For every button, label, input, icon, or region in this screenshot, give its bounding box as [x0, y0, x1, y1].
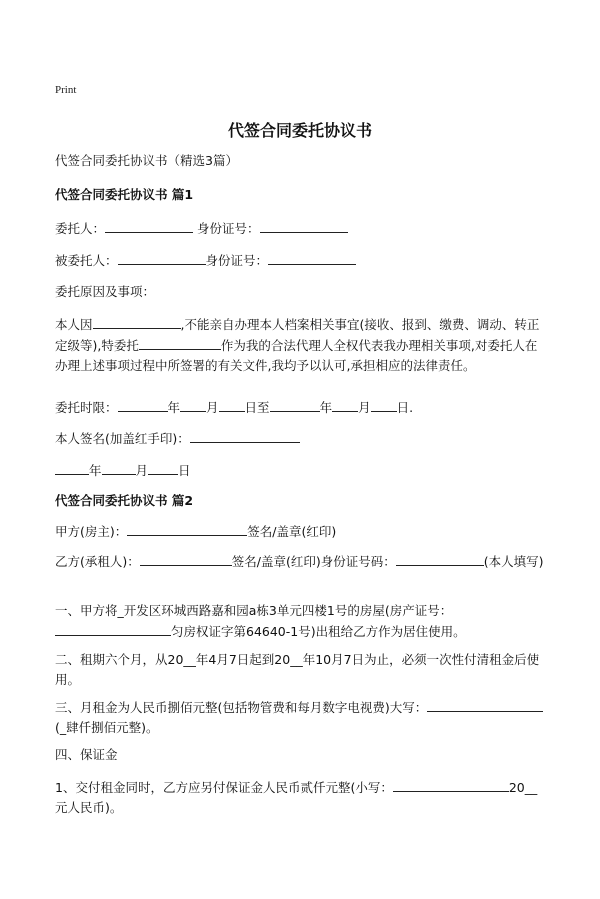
- clause-4: 四、保证金: [55, 747, 118, 762]
- year-label: 年: [167, 400, 181, 415]
- clause-text: (_肆仟捌佰元整)。: [55, 720, 159, 735]
- principal-row: [55, 218, 555, 239]
- party-a-label: 甲方(房主)：: [55, 524, 128, 539]
- date-row: [55, 460, 555, 481]
- month-label: 月: [206, 400, 219, 415]
- clause-1: [55, 601, 545, 642]
- party-b-blank: [140, 551, 232, 566]
- clause-4-1: [55, 777, 545, 818]
- party-b-row: [55, 551, 545, 572]
- party-b-label: 乙方(承租人)：: [55, 554, 140, 569]
- clause-2: 二、租期六个月，从20__年4月7日起到20__年10月7日为止，必须一次性付清租金后使用。: [55, 652, 540, 687]
- agent-label: 被委托人：: [55, 253, 118, 268]
- part1-heading: 代签合同委托协议书 篇1: [55, 187, 194, 202]
- clause-text: 匀房权证字第64640-1号)出租给乙方作为居住使用。: [171, 624, 466, 639]
- period-row: [55, 397, 555, 418]
- signature-row: [55, 428, 555, 449]
- body-text: 项,对委托人在办理上述事项过程中所签署的有关文件,我均予以认可,承担相应的法律责任。: [55, 338, 538, 373]
- period-label: 委托时限：: [55, 400, 118, 415]
- blank: [55, 460, 89, 475]
- blank: [148, 460, 178, 475]
- principal-label: 委托人：: [55, 221, 106, 236]
- day-to-label: 日至: [244, 400, 270, 415]
- principal-id-label: 身份证号：: [197, 221, 260, 236]
- principal-id-blank: [260, 218, 348, 233]
- blank: [371, 397, 397, 412]
- rent-blank: [427, 697, 543, 712]
- body-text: 作为我的合法代理人全权代表我办理相关事: [220, 338, 459, 353]
- blank: [102, 460, 136, 475]
- clause-text: 一、甲方将_开发区环城西路嘉和园a栋3单元四楼1号的房屋(房产证号：: [55, 603, 453, 618]
- signature-label: 本人签名(加盖红手印)：: [55, 431, 190, 446]
- agent-id-blank: [268, 250, 356, 265]
- reason-label: 委托原因及事项：: [55, 284, 156, 299]
- day-end-label: 日.: [396, 400, 414, 415]
- deposit-blank: [393, 777, 509, 792]
- agent-blank: [118, 250, 206, 265]
- blank: [270, 397, 320, 412]
- clause-3: [55, 697, 545, 738]
- party-b-id-blank: [396, 551, 484, 566]
- party-a-sign: 签名/盖章(红印): [247, 524, 337, 539]
- agent-row: [55, 250, 555, 271]
- year-label: 年: [89, 463, 102, 478]
- agent-name-blank: [139, 335, 221, 350]
- print-label[interactable]: Print: [55, 84, 77, 96]
- party-b-sign: 签名/盖章(红印)身份证号码：: [231, 554, 396, 569]
- reason-blank: [93, 314, 181, 329]
- clause-text: 20__元人民币)。: [55, 780, 538, 815]
- year-label: 年: [319, 400, 333, 415]
- signature-blank: [190, 428, 300, 443]
- body-text: 本人因: [55, 317, 93, 332]
- part2-heading: 代签合同委托协议书 篇2: [55, 493, 194, 508]
- clause-text: 三、月租金为人民币捌佰元整(包括物管费和每月数字电视费)大写：: [55, 700, 428, 715]
- self-fill-note: (本人填写): [483, 554, 544, 569]
- day-label: 日: [178, 463, 191, 478]
- body-text: ,不能亲自办理本人档案相关事宜(接收、报到、缴费、调动: [180, 317, 502, 332]
- blank: [180, 397, 206, 412]
- property-cert-blank: [55, 621, 171, 636]
- agent-id-label: 身份证号：: [205, 253, 269, 268]
- principal-blank: [105, 218, 193, 233]
- blank: [118, 397, 168, 412]
- blank: [332, 397, 358, 412]
- party-a-blank: [127, 521, 247, 536]
- month-label: 月: [135, 463, 149, 478]
- authorization-paragraph: [55, 314, 545, 376]
- month-label: 月: [358, 400, 371, 415]
- party-a-row: [55, 521, 555, 542]
- blank: [219, 397, 245, 412]
- body-text: 、转正定级等),特委托: [55, 317, 540, 353]
- clause-text: 1、交付租金同时，乙方应另付保证金人民币贰仟元整(小写：: [55, 780, 393, 795]
- document-title: 代签合同委托协议书: [227, 121, 372, 140]
- document-subtitle: 代签合同委托协议书（精选3篇）: [55, 153, 238, 168]
